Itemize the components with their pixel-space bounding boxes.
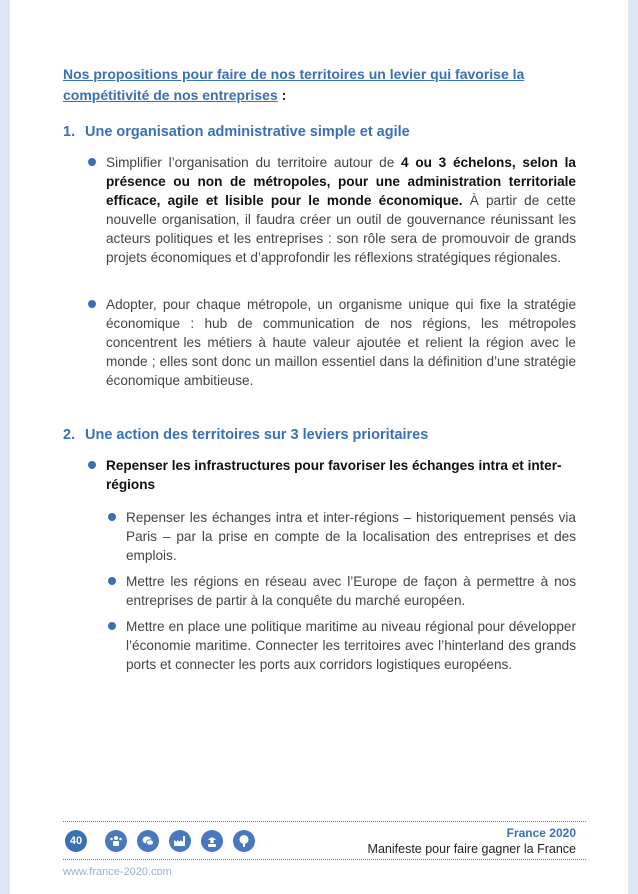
section1-bullet1-text-a: Simplifier l’organisation du territoire autour de <box>106 155 402 170</box>
worker-icon <box>201 830 223 852</box>
section1-bullet1-bold: 4 ou 3 échelons, selon la présence ou non de métropoles, pour une administration territoriale efficace, agile et lisible pour le monde économique. <box>106 155 576 208</box>
bullet-dot-icon <box>88 461 96 469</box>
bullet-dot-icon <box>88 158 96 166</box>
bullet-dot-icon <box>108 513 116 521</box>
page-number: 40 <box>65 830 87 852</box>
intro-heading <box>63 64 583 106</box>
section1-bullet-2 <box>106 295 576 390</box>
tree-icon <box>233 830 255 852</box>
bullet-dot-icon <box>88 300 96 308</box>
bullet-dot-icon <box>108 622 116 630</box>
intro-colon: : <box>277 87 287 103</box>
brand-title: France 2020 <box>506 826 576 840</box>
document-page <box>10 0 628 894</box>
section2-sub-1 <box>126 508 576 565</box>
bullet-dot-icon <box>108 577 116 585</box>
section2-sub3-text: Mettre en place une politique maritime au niveau régional pour développer l’économie maritime. Connecter les territoires avec l’hinterland des grands ports et connecter les ports aux corridors logistiques européens. <box>126 619 576 672</box>
footer-divider-bottom <box>63 859 586 860</box>
section2-title <box>63 427 428 443</box>
website-url: www.france-2020.com <box>63 866 172 878</box>
people-icon <box>105 830 127 852</box>
section2-title-text: Une action des territoires sur 3 leviers prioritaires <box>85 427 429 443</box>
section1-title-text: Une organisation administrative simple et agile <box>85 124 410 140</box>
section2-sub-3 <box>126 617 576 674</box>
section2-bullet-1 <box>106 456 566 494</box>
section2-sub2-text: Mettre les régions en réseau avec l’Europe de façon à permettre à nos entreprises de partir à la conquête du marché européen. <box>126 574 576 608</box>
section2-number: 2. <box>63 427 76 443</box>
footer-divider-top <box>63 821 586 822</box>
section2-sub1-text: Repenser les échanges intra et inter-régions – historiquement pensés via Paris – par la prise en compte de la localisation des entreprises et des emplois. <box>126 510 576 563</box>
intro-lead: Nos propositions pour faire de nos territoires un levier qui favorise la compétitivité de nos entreprises <box>63 66 525 103</box>
section1-title <box>63 124 410 140</box>
section2-bullet1-text: Repenser les infrastructures pour favoriser les échanges intra et inter-régions <box>106 458 562 492</box>
section1-bullet1-text-b: À partir de cette nouvelle organisation, il faudra créer un outil de gouvernance réunissant les acteurs politiques et les entreprises : son rôle sera de promouvoir de grands projets économiques et d’approfondir les réflexions stratégiques régionales. <box>106 193 576 265</box>
section2-sub-2 <box>126 572 576 610</box>
brand-subtitle: Manifeste pour faire gagner la France <box>367 842 576 856</box>
section1-number: 1. <box>63 124 76 140</box>
factory-icon <box>169 830 191 852</box>
section1-bullet-1 <box>106 153 576 267</box>
chat-icon <box>137 830 159 852</box>
section1-bullet2-text: Adopter, pour chaque métropole, un organisme unique qui fixe la stratégie économique : hub de communication de nos régions, les métropoles concentrent les métiers à haute valeur ajoutée et relient la région avec le monde ; elles sont donc un maillon essentiel dans la définition d’une stratégie économique ambitieuse. <box>106 297 576 388</box>
